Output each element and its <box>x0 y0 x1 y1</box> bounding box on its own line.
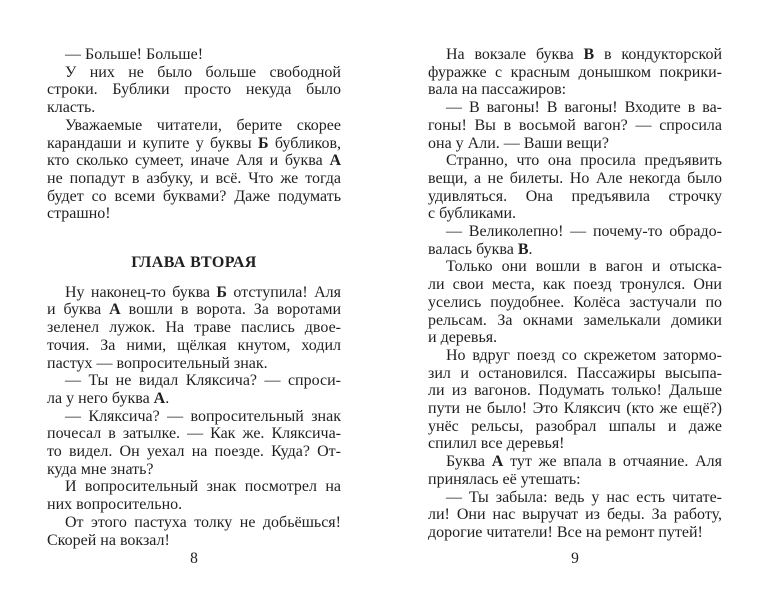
text-line: и буква А вошли в ворота. За воротами <box>47 301 342 319</box>
text-line: — Ты не видал Кляксича? — спроси- <box>65 372 341 390</box>
text-line: ли из вагонов. Подумать только! Дальше <box>428 382 722 400</box>
text-line: Уважаемые читатели, берите скорее <box>65 116 341 134</box>
text-line: кто сколько сумеет, иначе Аля и буква А <box>47 152 341 170</box>
text-line: Скорей на вокзал! <box>47 531 170 549</box>
paragraph <box>428 152 722 223</box>
text-line: У них не было больше свободной <box>65 63 341 81</box>
text-line: строки. Бублики просто некуда было <box>47 81 341 99</box>
paragraph <box>428 99 722 152</box>
paragraph <box>428 489 722 542</box>
text-line: не попадут в азбуку, и всё. Что же тогда <box>47 169 341 187</box>
text-line: точия. За ними, щёлкая кнутом, ходил <box>47 336 341 354</box>
text-line: уселись поудобнее. Колёса застучали по <box>428 293 722 311</box>
text-line: — Великолепно! — почему-то обрадо- <box>446 223 722 241</box>
text-line: унёс рельсы, разобрал шпалы и даже <box>428 417 722 435</box>
text-line: валась буква В. <box>428 240 533 258</box>
paragraph <box>47 46 341 64</box>
text-line: вала на пассажиров: <box>428 81 567 99</box>
paragraph <box>428 46 722 99</box>
text-line: карандаши и купите у буквы Б бубликов, <box>47 134 342 152</box>
text-line: и деревья. <box>428 329 498 347</box>
text-line: куда мне знать? <box>47 460 154 478</box>
paragraph <box>428 258 722 347</box>
text-line: рельсам. За окнами замелькали домики <box>428 311 722 329</box>
text-line: класть. <box>47 99 96 117</box>
text-line: Только они вошли в вагон и отыска- <box>446 258 722 276</box>
text-line: то видел. Он уехал на поезде. Куда? От- <box>47 443 341 461</box>
text-line: — Больше! Больше! <box>65 46 204 63</box>
paragraph <box>47 117 341 223</box>
paragraph <box>428 347 722 453</box>
text-line: фуражке с красным донышком покрики- <box>428 63 722 81</box>
paragraph <box>47 284 341 373</box>
text-line: спилил все деревья! <box>428 435 565 453</box>
text-line: дорогие читатели! Все на ремонт путей! <box>428 523 703 541</box>
text-line: зеленел лужок. На траве паслись двое- <box>47 319 341 337</box>
text-line: — В вагоны! В вагоны! Входите в ва- <box>446 99 722 117</box>
text-line: вещи, а не билеты. Но Але некогда было <box>428 169 722 187</box>
text-line: Странно, что она просила предъявить <box>446 152 722 170</box>
text-line: ла у него буква А. <box>47 389 170 407</box>
chapter-heading: ГЛАВА ВТОРАЯ <box>131 254 257 272</box>
text-line: пути не было! Это Кляксич (кто же ещё?) <box>428 400 722 418</box>
text-line: почесал в затылке. — Как же. Кляксича- <box>47 425 341 443</box>
text-line: ли! Они нас выручат из беды. За работу, <box>428 506 722 524</box>
text-line: принялась её утешать: <box>428 470 581 488</box>
page-number-right: 9 <box>571 550 579 567</box>
text-line: На вокзале буква В в кондукторской <box>446 46 723 63</box>
text-line: будет со всеми буквами? Даже подумать <box>47 187 341 205</box>
text-line: с бубликами. <box>428 205 517 223</box>
paragraph <box>428 453 722 488</box>
text-line: пастух — вопросительный знак. <box>47 354 268 372</box>
text-line: Но вдруг поезд со скрежетом затормо- <box>446 346 722 364</box>
paragraph <box>47 372 341 407</box>
text-line: Буква А тут же впала в отчаяние. Аля <box>446 453 722 471</box>
page-8-text-column <box>47 46 341 549</box>
text-line: Ну наконец-то буква Б отступила! Аля <box>65 283 342 301</box>
text-line: удивляться. Она предъявила строчку <box>428 187 722 205</box>
paragraph <box>47 514 341 549</box>
text-line: гоны! Вы в восьмой вагон? — спросила <box>428 116 722 134</box>
text-line: них вопросительно. <box>47 496 183 514</box>
text-line: И вопросительный знак посмотрел на <box>65 478 341 496</box>
text-line: ли свои места, как поезд тронулся. Они <box>428 276 722 294</box>
text-line: От этого пастуха толку не добьёшься! <box>65 513 341 531</box>
text-line: — Ты забыла: ведь у нас есть читате- <box>446 488 722 506</box>
paragraph <box>47 64 341 117</box>
paragraph <box>428 223 722 258</box>
page-number-left: 8 <box>190 550 198 567</box>
text-line: страшно! <box>47 205 111 223</box>
text-line: зил и остановился. Пассажиры высыпа- <box>428 364 722 382</box>
paragraph <box>47 408 341 479</box>
page-9-text-column <box>428 46 722 542</box>
paragraph <box>47 478 341 513</box>
text-line: — Кляксича? — вопросительный знак <box>65 407 341 425</box>
text-line: она у Али. — Ваши вещи? <box>428 134 609 152</box>
